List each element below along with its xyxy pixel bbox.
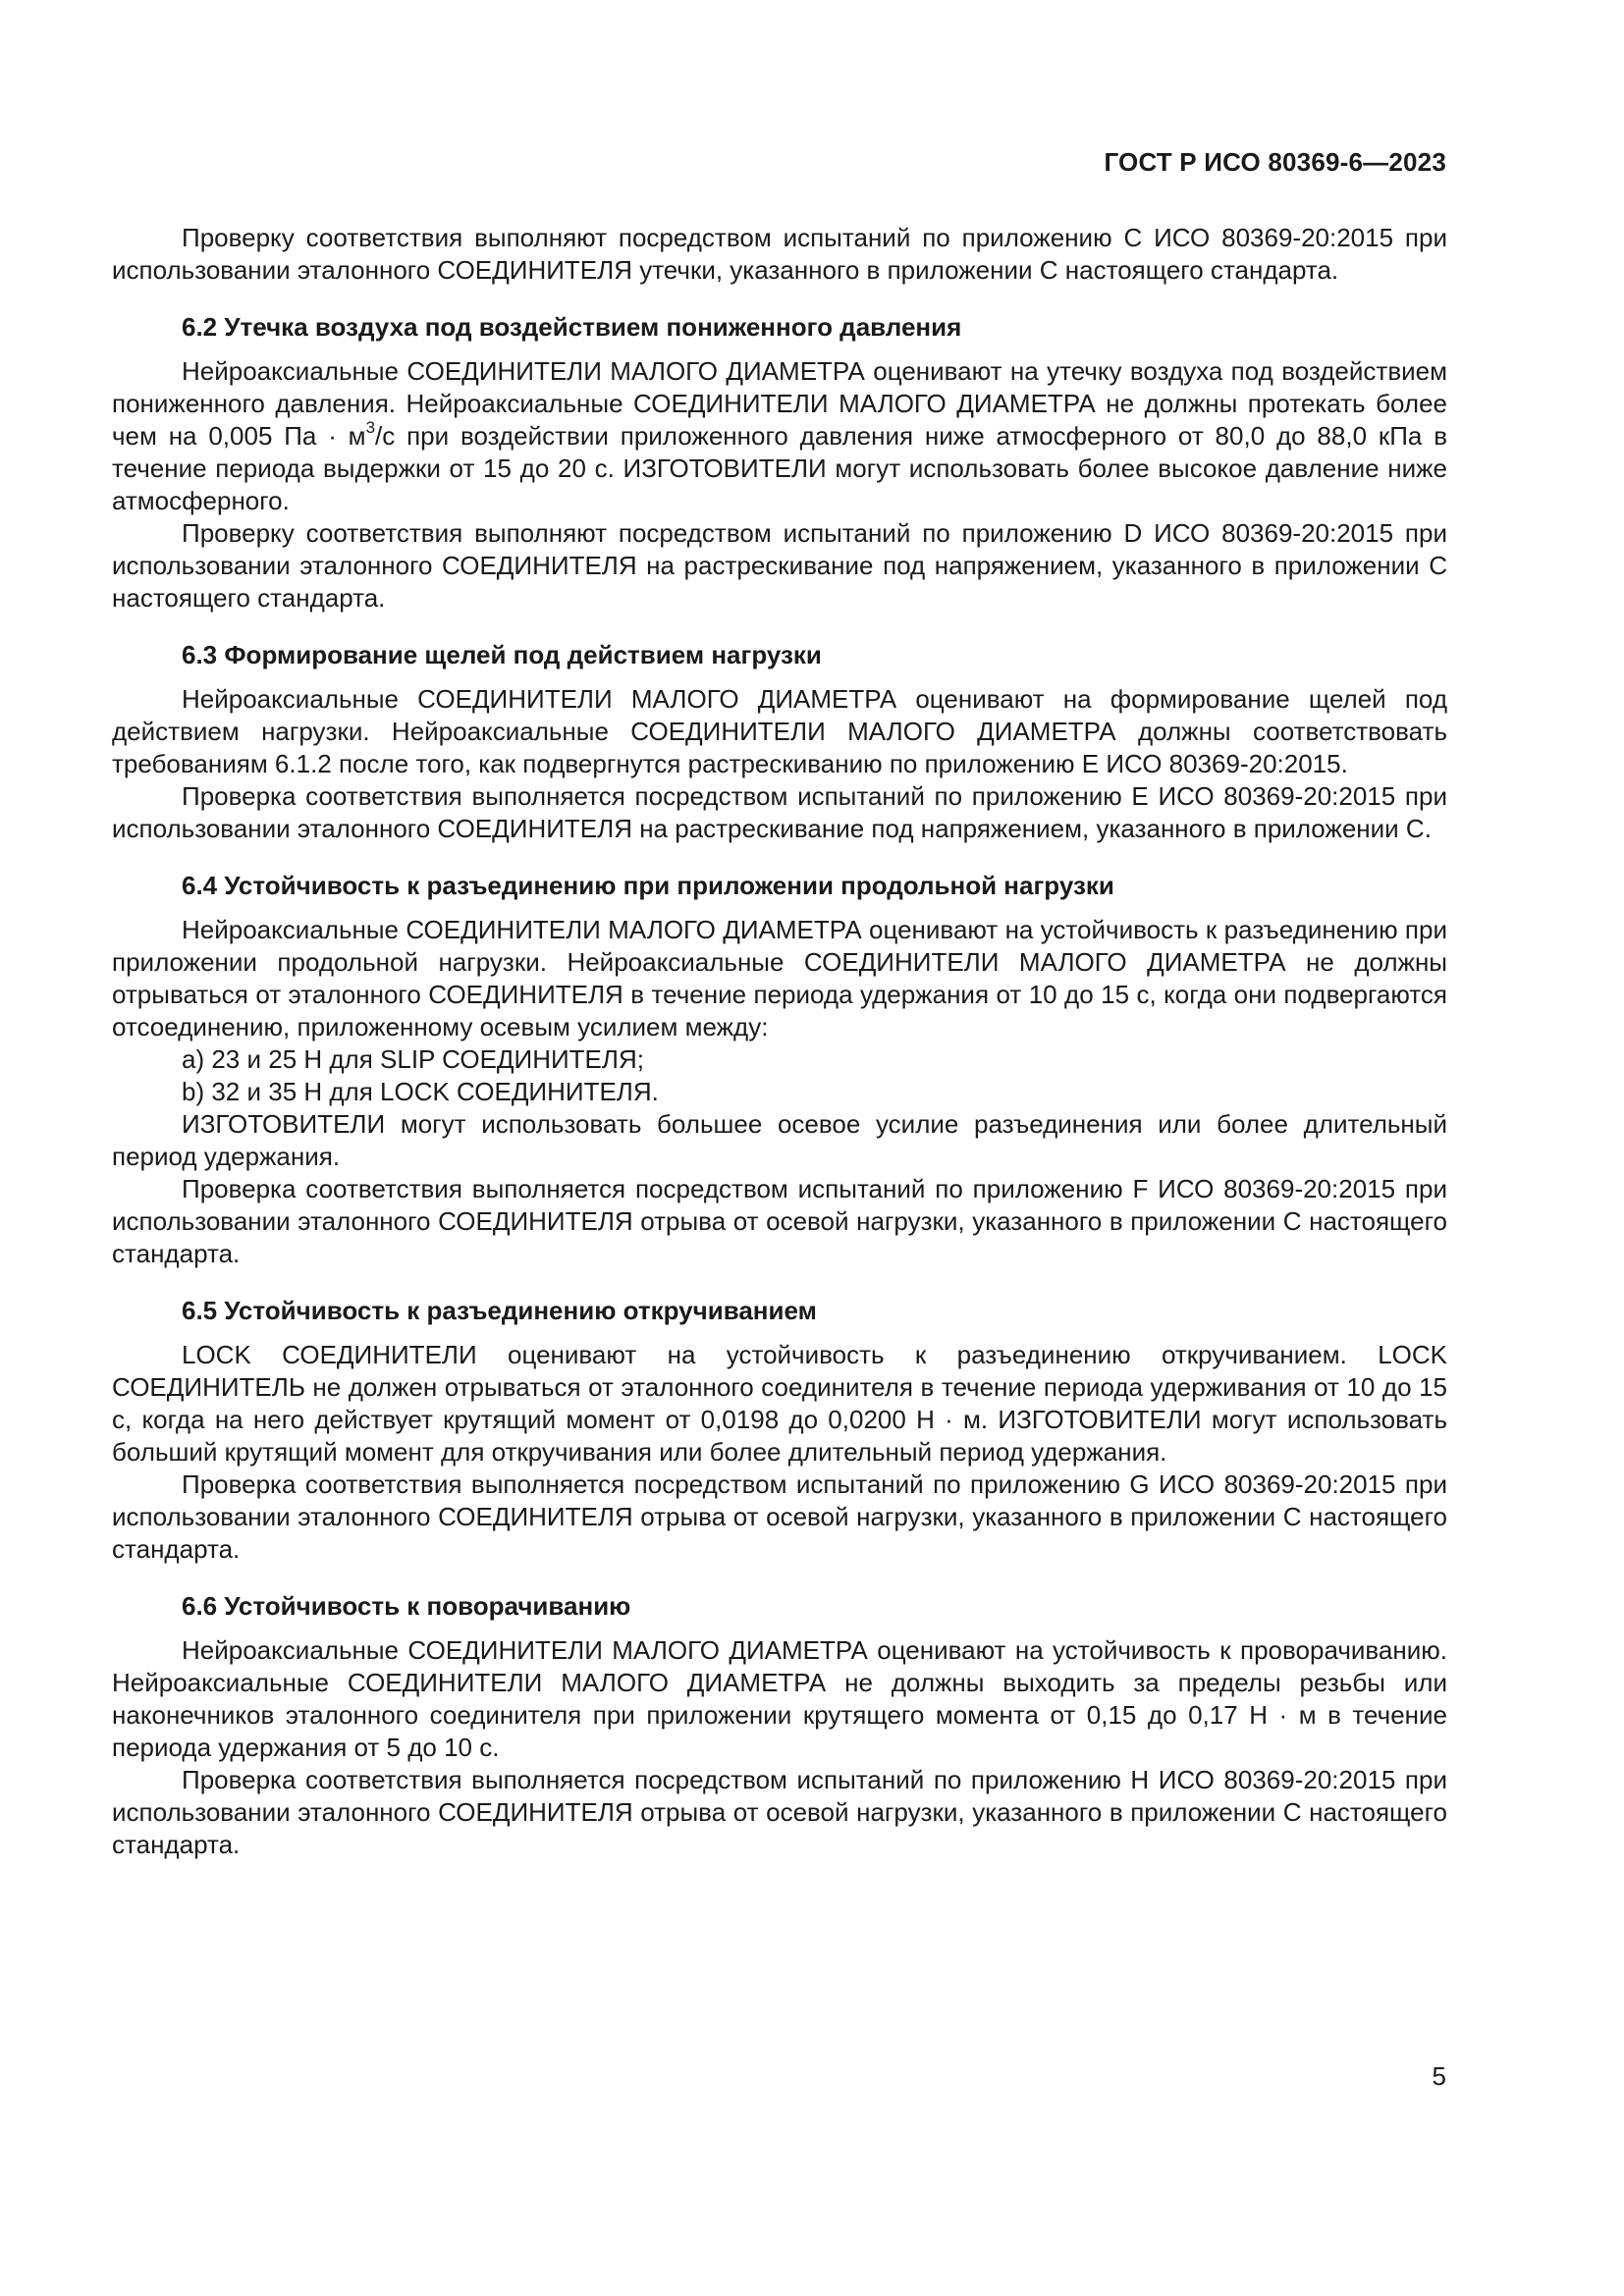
paragraph-text: Нейроаксиальные СОЕДИНИТЕЛИ МАЛОГО ДИАМЕТРА оценивают на утечку воздуха под воздействием пониженного давления. Нейроаксиальные СОЕДИНИТЕЛИ МАЛОГО ДИАМЕТРА не должны протекать более чем на 0,005 Па · м bbox=[112, 356, 1447, 451]
list-item: a) 23 и 25 Н для SLIP СОЕДИНИТЕЛЯ; bbox=[182, 1044, 644, 1074]
section-heading-6-6: 6.6 Устойчивость к поворачиванию bbox=[182, 1591, 631, 1621]
paragraph: LOCK СОЕДИНИТЕЛИ оценивают на устойчивость к разъединению откручиванием. LOCK СОЕДИНИТЕЛЬ не должен отрываться от эталонного соединителя в течение периода удерживания от 10 до 15 с, когда на него действует крутящий момент от 0,0198 до 0,0200 Н · м. ИЗГОТОВИТЕЛИ могут использовать больший крутящий момент для откручивания или более длительный период удержания. bbox=[112, 1340, 1447, 1467]
paragraph: Нейроаксиальные СОЕДИНИТЕЛИ МАЛОГО ДИАМЕТРА оценивают на устойчивость к разъединению при приложении продольной нагрузки. Нейроаксиальные СОЕДИНИТЕЛИ МАЛОГО ДИАМЕТРА не должны отрываться от эталонного СОЕДИНИТЕЛЯ в течение периода удержания от 10 до 15 с, когда они подвергаются отсоединению, приложенному осевым усилием между: bbox=[112, 915, 1447, 1041]
section-heading-6-4: 6.4 Устойчивость к разъединению при приложении продольной нагрузки bbox=[182, 871, 1114, 900]
paragraph: Проверка соответствия выполняется посредством испытаний по приложению Н ИСО 80369-20:2015 при использовании эталонного СОЕДИНИТЕЛЯ отрыва от осевой нагрузки, указанного в приложении С настоящего стандарта. bbox=[112, 1765, 1447, 1859]
paragraph: Проверка соответствия выполняется посредством испытаний по приложению F ИСО 80369-20:2015 при использовании эталонного СОЕДИНИТЕЛЯ отрыва от осевой нагрузки, указанного в приложении С настоящего стандарта. bbox=[112, 1174, 1447, 1268]
paragraph: Проверка соответствия выполняется посредством испытаний по приложению Е ИСО 80369-20:2015 при использовании эталонного СОЕДИНИТЕЛЯ на растрескивание под напряжением, указанного в приложении С. bbox=[112, 781, 1447, 843]
paragraph: ИЗГОТОВИТЕЛИ могут использовать большее осевое усилие разъединения или более длительный период удержания. bbox=[112, 1109, 1447, 1171]
paragraph: Нейроаксиальные СОЕДИНИТЕЛИ МАЛОГО ДИАМЕТРА оценивают на формирование щелей под действием нагрузки. Нейроаксиальные СОЕДИНИТЕЛИ МАЛОГО ДИАМЕТРА должны соответствовать требованиям 6.1.2 после того, как подвергнутся растрескиванию по приложению Е ИСО 80369-20:2015. bbox=[112, 684, 1447, 778]
superscript: 3 bbox=[365, 418, 376, 438]
document-header: ГОСТ Р ИСО 80369-6—2023 bbox=[1104, 147, 1446, 177]
paragraph-text: /с при воздействии приложенного давления ниже атмосферного от 80,0 до 88,0 кПа в течение периода выдержки от 15 до 20 с. ИЗГОТОВИТЕЛИ могут использовать более высокое давление ниже атмосферного. bbox=[112, 421, 1448, 515]
section-heading-6-2: 6.2 Утечка воздуха под воздействием пониженного давления bbox=[182, 312, 962, 342]
section-heading-6-3: 6.3 Формирование щелей под действием нагрузки bbox=[182, 640, 822, 669]
paragraph: Проверку соответствия выполняют посредством испытаний по приложению D ИСО 80369-20:2015 при использовании эталонного СОЕДИНИТЕЛЯ на растрескивание под напряжением, указанного в приложении С настоящего стандарта. bbox=[112, 518, 1447, 613]
section-heading-6-5: 6.5 Устойчивость к разъединению откручиванием bbox=[182, 1296, 817, 1325]
paragraph: Проверка соответствия выполняется посредством испытаний по приложению G ИСО 80369-20:2015 при использовании эталонного СОЕДИНИТЕЛЯ отрыва от осевой нагрузки, указанного в приложении С настоящего стандарта. bbox=[112, 1469, 1447, 1564]
page-number: 5 bbox=[1432, 2061, 1446, 2091]
paragraph: Нейроаксиальные СОЕДИНИТЕЛИ МАЛОГО ДИАМЕТРА оценивают на устойчивость к проворачиванию. Нейроаксиальные СОЕДИНИТЕЛИ МАЛОГО ДИАМЕТРА не должны выходить за пределы резьбы или наконечников эталонного соединителя при приложении крутящего момента от 0,15 до 0,17 Н · м в течение периода удержания от 5 до 10 с. bbox=[112, 1635, 1447, 1762]
paragraph bbox=[112, 355, 1447, 517]
paragraph: Проверку соответствия выполняют посредством испытаний по приложению С ИСО 80369-20:2015 при использовании эталонного СОЕДИНИТЕЛЯ утечки, указанного в приложении С настоящего стандарта. bbox=[112, 223, 1447, 285]
list-item: b) 32 и 35 Н для LOCK СОЕДИНИТЕЛЯ. bbox=[182, 1077, 659, 1106]
document-body bbox=[112, 222, 1447, 1861]
